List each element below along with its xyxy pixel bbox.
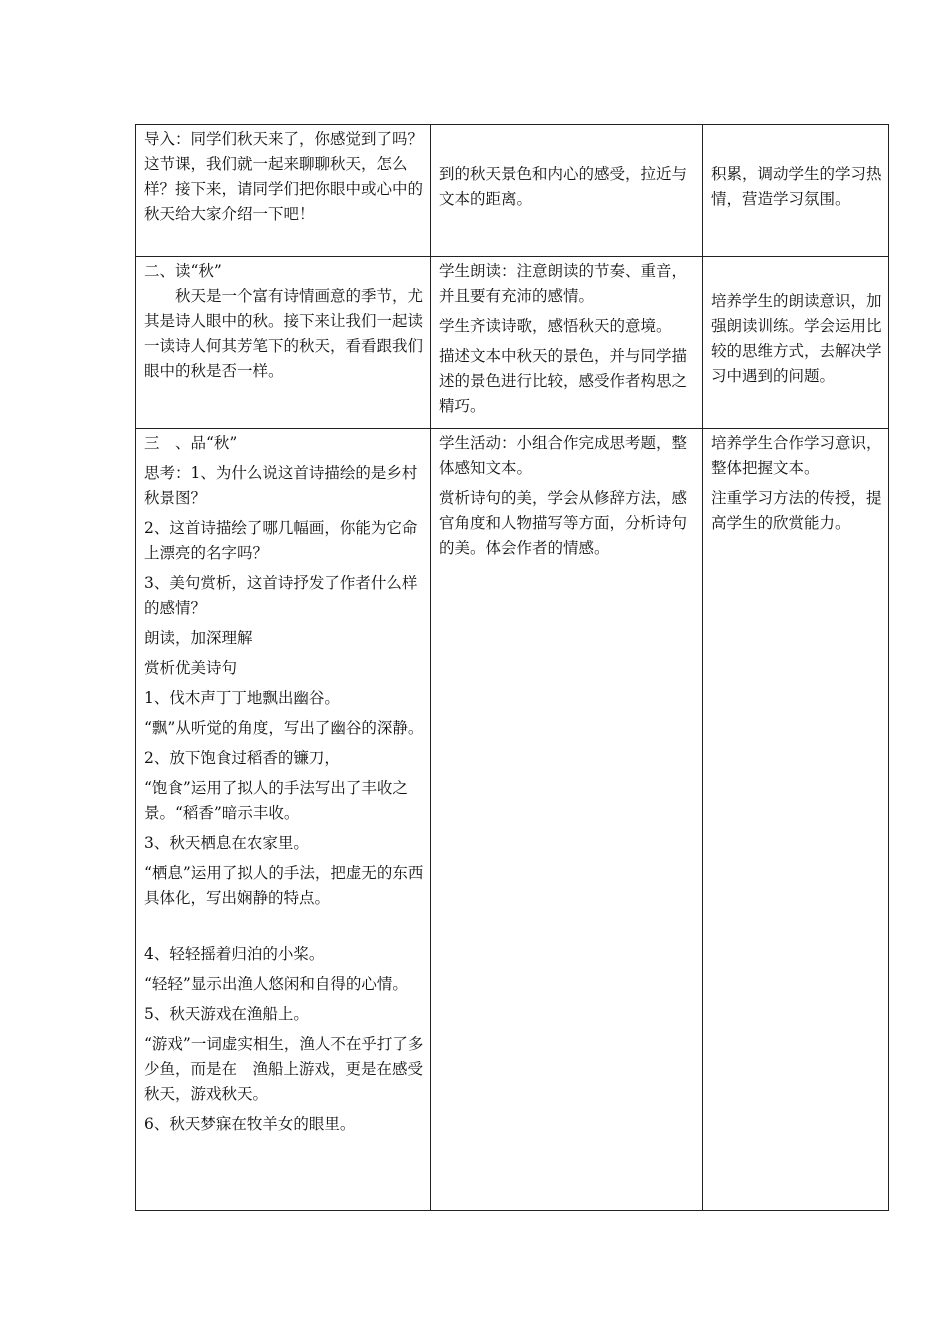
student-activity-text: 到的秋天景色和内心的感受，拉近与文本的距离。 bbox=[439, 165, 688, 208]
paragraph: 秋天是一个富有诗情画意的季节，尤其是诗人眼中的秋。接下来让我们一起读一读诗人何其芳笔下的秋天，看看跟我们眼中的秋是否一样。 bbox=[144, 287, 424, 380]
student-activity-cell bbox=[431, 429, 703, 1211]
spacer bbox=[144, 916, 424, 942]
paragraph: 培养学生合作学习意识，整体把握文本。 bbox=[711, 434, 882, 477]
paragraph: 学生活动：小组合作完成思考题，整体感知文本。 bbox=[439, 434, 688, 477]
paragraph: 朗读，加深理解 bbox=[144, 629, 253, 647]
paragraph: 思考：1、为什么说这首诗描绘的是乡村秋景图？ bbox=[144, 464, 418, 507]
paragraph: 学生齐读诗歌，感悟秋天的意境。 bbox=[439, 317, 672, 335]
student-activity-cell bbox=[431, 257, 703, 429]
table-row bbox=[136, 257, 889, 429]
teaching-activity-cell bbox=[136, 429, 431, 1211]
paragraph: 培养学生的朗读意识，加强朗读训练。学会运用比较的思维方式，去解决学习中遇到的问题。 bbox=[711, 292, 882, 385]
table-row bbox=[136, 125, 889, 257]
intro-text: 导入：同学们秋天来了，你感觉到了吗？这节课，我们就一起来聊聊秋天，怎么样？接下来，请同学们把你眼中或心中的秋天给大家介绍一下吧！ bbox=[144, 130, 424, 223]
paragraph: 描述文本中秋天的景色，并与同学描述的景色进行比较，感受作者构思之精巧。 bbox=[439, 347, 688, 415]
poem-line: 6、秋天梦寐在牧羊女的眼里。 bbox=[144, 1115, 356, 1133]
analysis-text: “轻轻”显示出渔人悠闲和自得的心情。 bbox=[144, 975, 408, 993]
design-intent-cell bbox=[703, 429, 889, 1211]
paragraph: 赏析优美诗句 bbox=[144, 659, 238, 677]
paragraph: 3、美句赏析，这首诗抒发了作者什么样的感情？ bbox=[144, 574, 418, 617]
paragraph: 赏析诗句的美，学会从修辞方法，感官角度和人物描写等方面，分析诗句的美。体会作者的情感。 bbox=[439, 489, 688, 557]
design-intent-cell bbox=[703, 125, 889, 257]
section-heading: 二、读“秋” bbox=[144, 262, 222, 280]
table-row bbox=[136, 429, 889, 1211]
design-intent-cell bbox=[703, 257, 889, 429]
analysis-text: “飘”从听觉的角度，写出了幽谷的深静。 bbox=[144, 719, 424, 737]
design-intent-text: 积累，调动学生的学习热情，营造学习氛围。 bbox=[711, 165, 882, 208]
analysis-text: “游戏”一词虚实相生，渔人不在乎打了多少鱼，而是在 渔船上游戏，更是在感受秋天，游戏秋天。 bbox=[144, 1035, 424, 1103]
paragraph: 2、这首诗描绘了哪几幅画，你能为它命上漂亮的名字吗？ bbox=[144, 519, 418, 562]
teaching-activity-cell bbox=[136, 125, 431, 257]
teaching-activity-cell bbox=[136, 257, 431, 429]
lesson-plan-table bbox=[135, 124, 889, 1211]
poem-line: 2、放下饱食过稻香的镰刀， bbox=[144, 749, 340, 767]
poem-line: 4、轻轻摇着归泊的小桨。 bbox=[144, 945, 325, 963]
poem-line: 3、秋天栖息在农家里。 bbox=[144, 834, 309, 852]
section-heading: 三 、品“秋” bbox=[144, 434, 238, 452]
analysis-text: “饱食”运用了拟人的手法写出了丰收之景。“稻香”暗示丰收。 bbox=[144, 779, 408, 822]
poem-line: 5、秋天游戏在渔船上。 bbox=[144, 1005, 309, 1023]
paragraph: 学生朗读：注意朗读的节奏、重音，并且要有充沛的感情。 bbox=[439, 262, 688, 305]
poem-line: 1、伐木声丁丁地飘出幽谷。 bbox=[144, 689, 340, 707]
analysis-text: “栖息”运用了拟人的手法，把虚无的东西具体化，写出娴静的特点。 bbox=[144, 864, 424, 907]
paragraph: 注重学习方法的传授，提高学生的欣赏能力。 bbox=[711, 489, 882, 532]
student-activity-cell bbox=[431, 125, 703, 257]
